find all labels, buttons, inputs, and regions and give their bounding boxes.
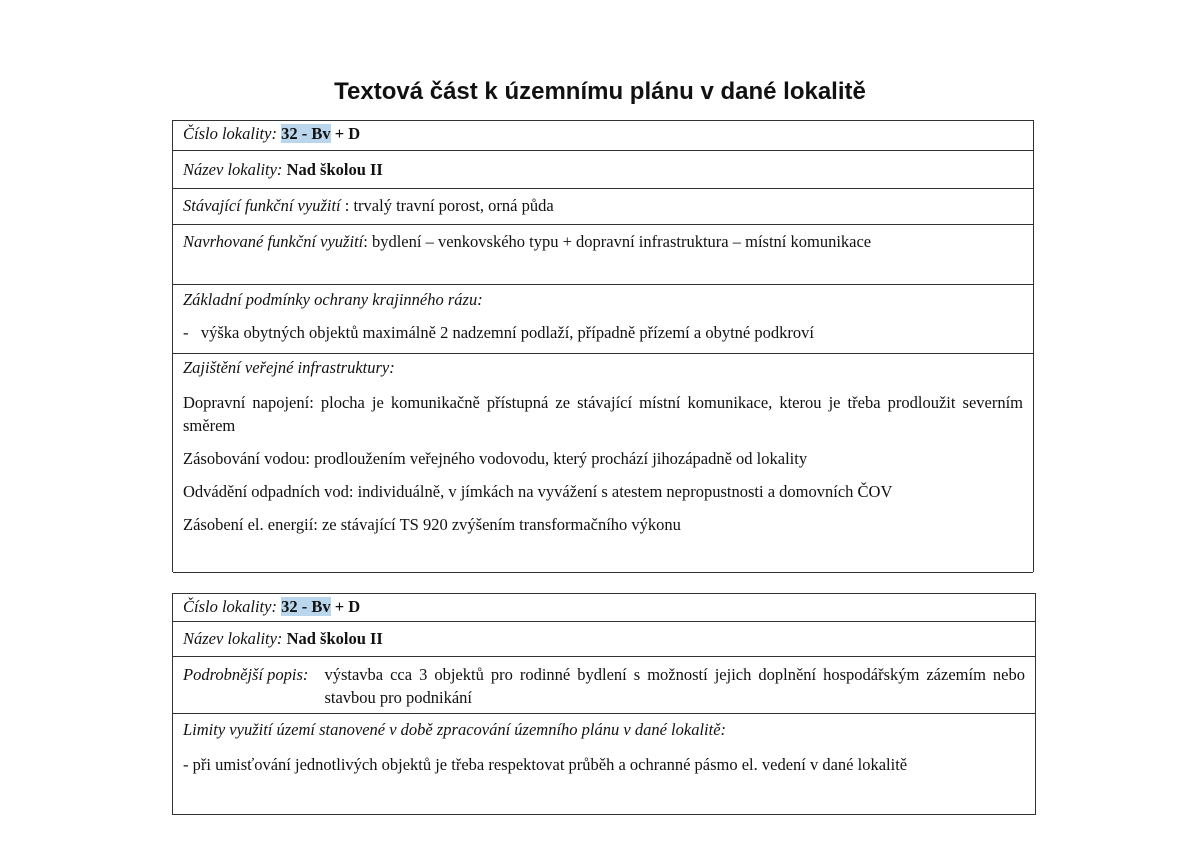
cislo-lokality-code: 32 - Bv [281,124,331,143]
row-nazev-lokality-2 [173,622,1035,657]
zasobovani-vodou: Zásobování vodou: prodloužením veřejného vodovodu, který prochází jihozápadně od lokality [183,449,808,468]
nazev-lokality-label: Název lokality: [183,160,283,179]
row-podrobnejsi-popis [173,657,1035,714]
podrobnejsi-popis-block [183,663,1025,709]
limity-value: - při umisťování jednotlivých objektů je třeba respektovat průběh a ochranné pásmo el. vedení v dané lokalitě [183,755,908,774]
podrobnejsi-popis-label: Podrobnější popis: [183,665,309,684]
dopravni-napojeni: Dopravní napojení: plocha je komunikačně přístupná ze stávající místní komunikace, kterou je třeba prodloužit severním směrem [183,393,1023,435]
row-limity-vyuziti [173,714,1035,814]
row-podminky-krajinneho-razu [173,285,1033,354]
cislo-lokality-code-2: 32 - Bv [281,597,331,616]
locality-table-2 [172,593,1036,815]
locality-table-1 [172,120,1034,572]
zasobeni-energii: Zásobení el. energií: ze stávající TS 920 zvýšením transformačního výkonu [183,515,681,534]
row-nazev-lokality [173,151,1033,189]
cislo-lokality-label-2: Číslo lokality: [183,597,277,616]
nazev-lokality-label-2: Název lokality: [183,629,283,648]
stavajici-vyuziti-label: Stávající funkční využití [183,196,341,215]
row-cislo-lokality [173,121,1033,151]
row-cislo-lokality-2 [173,594,1035,622]
page-title: Textová část k územnímu plánu v dané lokalitě [334,78,866,105]
row-navrhovane-vyuziti [173,225,1033,285]
odvadeni-odpadnich-vod: Odvádění odpadních vod: individuálně, v jímkách na vyvážení s atestem nepropustnosti a domovních ČOV [183,482,893,501]
nazev-lokality-value: Nad školou II [286,160,383,179]
navrhovane-vyuziti-value: : bydlení – venkovského typu + dopravní infrastruktura – místní komunikace [363,232,872,251]
row-stavajici-vyuziti [173,189,1033,225]
podminky-label: Základní podmínky ochrany krajinného rázu: [183,290,483,309]
stavajici-vyuziti-value: : trvalý travní porost, orná půda [340,196,554,215]
infrastruktura-label: Zajištění veřejné infrastruktury: [183,358,395,377]
cislo-lokality-suffix: + D [330,124,361,143]
navrhovane-vyuziti-label: Navrhované funkční využití [183,232,364,251]
cislo-lokality-suffix-2: + D [330,597,361,616]
cislo-lokality-label: Číslo lokality: [183,124,277,143]
podminky-item: - výška obytných objektů maximálně 2 nadzemní podlaží, případně přízemí a obytné podkroví [183,323,814,342]
row-verejna-infrastruktura [173,354,1033,573]
nazev-lokality-value-2: Nad školou II [286,629,383,648]
podrobnejsi-popis-value: výstavba cca 3 objektů pro rodinné bydlení s možností jejich doplnění hospodářským zázemím nebo stavbou pro podnikání [324,665,1025,707]
limity-label: Limity využití území stanovené v době zpracování územního plánu v dané lokalitě: [183,720,727,739]
